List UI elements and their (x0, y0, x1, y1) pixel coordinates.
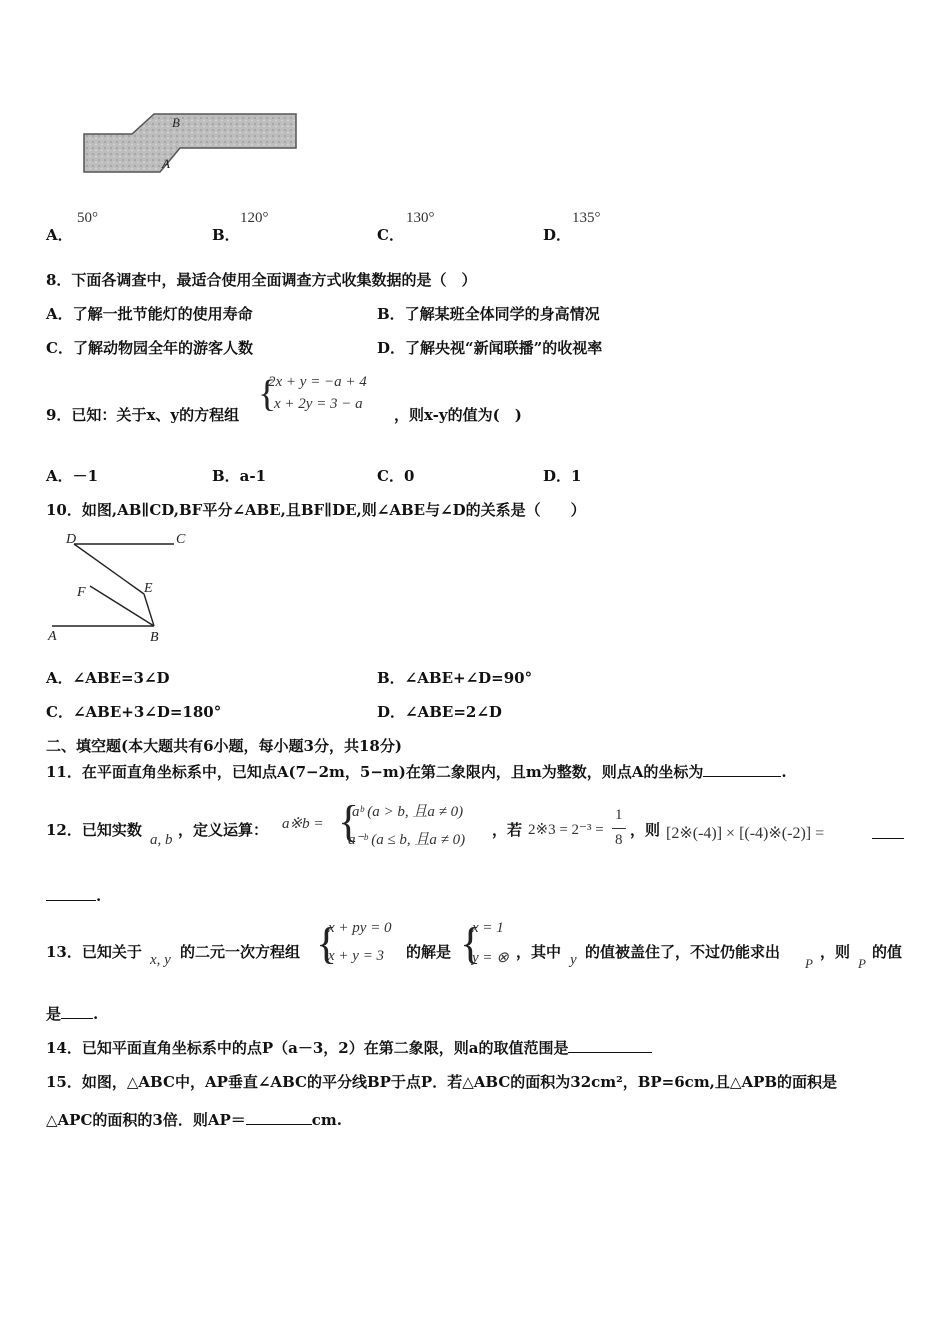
q13-prefix: 13．已知关于 (46, 943, 142, 961)
q13-sol-text: 的解是 (406, 943, 452, 961)
q7-option-d-value: 135° (572, 210, 601, 226)
q10-option-b: B．∠ABE+∠D=90° (377, 669, 533, 687)
q12-case2: a⁻ᵇ (a ≤ b, 且a ≠ 0) (348, 832, 466, 848)
q12-brace: { (338, 797, 360, 846)
q12-op: a※b = (282, 816, 324, 832)
q10-figure (44, 528, 204, 648)
q13-sol2: y = ⊗ (472, 950, 509, 966)
q13-text5: 的值 (872, 943, 903, 961)
q10-label-d: D (66, 532, 77, 547)
q13-brace: { (316, 919, 338, 968)
q7-option-d: D． (543, 226, 572, 244)
q10-label-b: B (150, 630, 159, 645)
q9-eq2: x + 2y = 3 − a (274, 396, 363, 412)
q10-label-e: E (144, 581, 153, 596)
q15-line2-b: cm. (311, 1111, 342, 1129)
q11-text: 11．在平面直角坐标系中，已知点A(7−2m，5−m)在第二象限内，且m为整数，则点A的坐标为 (46, 763, 704, 781)
q13-mid: 的二元一次方程组 (180, 943, 301, 961)
q10-stem: 10．如图,AB∥CD,BF平分∠ABE,且BF∥DE,则∠ABE与∠D的关系是（ ） (46, 501, 586, 519)
q12-if: ，若 (492, 821, 523, 839)
q9-prefix: 9．已知：关于x、y的方程组 (46, 406, 240, 424)
q13-line2-text: 是 (46, 1005, 62, 1023)
q9-brace: { (258, 373, 277, 415)
q14-blank (568, 1038, 652, 1053)
q13-p-var-1: P (805, 956, 813, 971)
q10-option-a: A．∠ABE=3∠D (46, 669, 170, 687)
q8-option-d: D．了解央视“新闻联播”的收视率 (377, 339, 603, 357)
q7-option-a-value: 50° (77, 210, 98, 226)
q7-option-b: B． (212, 226, 240, 244)
q8-option-b: B．了解某班全体同学的身高情况 (377, 305, 600, 323)
q12-prefix: 12．已知实数 (46, 821, 142, 839)
q9-suffix: ，则x-y的值为( ) (394, 406, 522, 424)
q12-example: 2※3 = 2⁻³ = (528, 822, 604, 838)
q7-option-c-value: 130° (406, 210, 435, 226)
q15-line2-a: △APC的面积的3倍．则AP＝ (46, 1111, 246, 1129)
q7-label-b: B (172, 115, 180, 130)
q8-option-c: C．了解动物园全年的游客人数 (46, 339, 253, 357)
q13-y-var: y (570, 952, 577, 968)
q13-text3: 的值被盖住了，不过仍能求出 (585, 943, 781, 961)
q13-text4: ，则 (820, 943, 851, 961)
q14 (46, 1038, 652, 1058)
q7-option-b-value: 120° (240, 210, 269, 226)
q13-p-var-2: P (858, 956, 866, 971)
q12-blank (46, 886, 96, 901)
q12-frac-bar (612, 828, 626, 829)
q12-case1: aᵇ (a > b, 且a ≠ 0) (352, 804, 464, 820)
q11-blank (703, 762, 781, 777)
q12-mid: ，定义运算： (178, 821, 269, 839)
q12-then: ，则 (630, 821, 661, 839)
section-heading: 二、填空题(本大题共有6小题，每小题3分，共18分) (46, 737, 402, 755)
q9-option-c: C．0 (377, 467, 415, 485)
q13-blank (61, 1004, 93, 1019)
q13-line2: 是 . (46, 1005, 99, 1023)
q15-line2 (46, 1110, 342, 1130)
q14-text: 14．已知平面直角坐标系中的点P（a－3，2）在第二象限，则a的取值范围是 (46, 1039, 569, 1057)
q9-eq1: 2x + y = −a + 4 (268, 374, 367, 390)
q12-blank-end (872, 838, 904, 839)
q8-option-a: A．了解一批节能灯的使用寿命 (46, 305, 253, 323)
q10-label-c: C (176, 532, 186, 547)
q9-option-a: A．－1 (46, 467, 99, 485)
q13-sol1: x = 1 (472, 920, 504, 936)
q12-vars: a, b (150, 832, 173, 848)
q9-option-d: D．1 (543, 467, 582, 485)
q13-eq2: x + y = 3 (328, 948, 385, 964)
q7-option-a: A． (46, 226, 73, 244)
q13-text2: ，其中 (516, 943, 562, 961)
q12-blank-line2: . (46, 886, 101, 906)
q13-eq1: x + py = 0 (328, 920, 392, 936)
q13-vars: x, y (150, 952, 171, 968)
q7-option-c: C． (377, 226, 404, 244)
q15-line1: 15．如图，△ABC中，AP垂直∠ABC的平分线BP于点P．若△ABC的面积为32cm²，BP=6cm,且△APB的面积是 (46, 1073, 838, 1091)
q8-stem: 8．下面各调查中，最适合使用全面调查方式收集数据的是（ ） (46, 271, 477, 289)
q11: 11．在平面直角坐标系中，已知点A(7−2m，5−m)在第二象限内，且m为整数，则点A的坐标为 . (46, 763, 787, 781)
q7-figure (80, 110, 300, 176)
q7-strip (84, 114, 296, 172)
q15-blank (246, 1110, 312, 1125)
q12-expr: [2※(-4)] × [(-4)※(-2)] = (666, 825, 825, 842)
q12-frac-num: 1 (615, 807, 623, 823)
q13-sol-brace: { (460, 919, 482, 968)
q10-label-f: F (77, 585, 86, 600)
q7-label-a: A (162, 156, 170, 171)
q9-option-b: B．a-1 (212, 467, 267, 485)
q10-label-a: A (48, 629, 57, 644)
q10-option-d: D．∠ABE=2∠D (377, 703, 502, 721)
q12-frac-den: 8 (615, 832, 623, 848)
q10-option-c: C．∠ABE+3∠D=180° (46, 703, 222, 721)
